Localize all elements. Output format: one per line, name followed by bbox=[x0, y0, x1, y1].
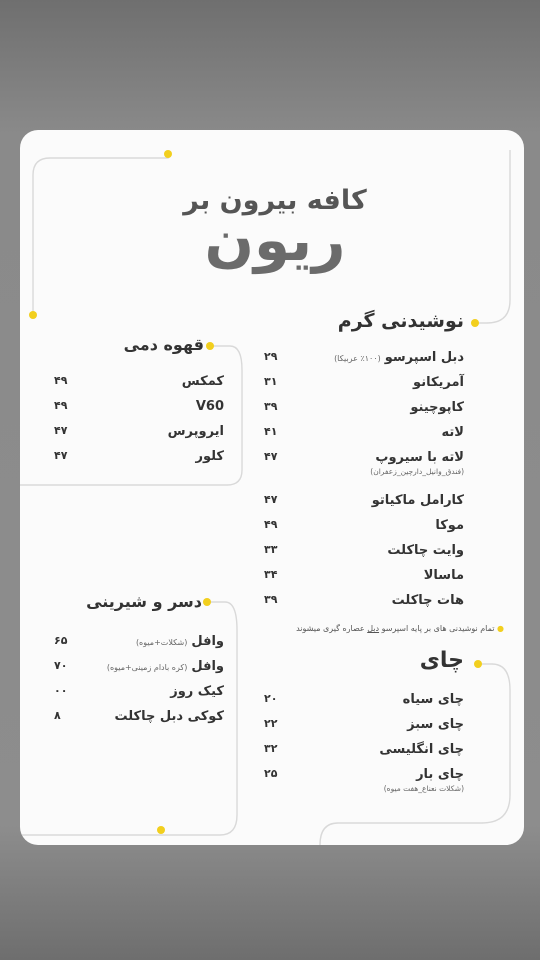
menu-item bbox=[264, 375, 464, 397]
item-price: ۳۹ bbox=[264, 400, 278, 413]
menu-item bbox=[264, 568, 464, 590]
section-heading-tea: چای bbox=[419, 648, 464, 673]
item-name: ایروپرس bbox=[167, 424, 224, 439]
item-name: کیک روز bbox=[170, 684, 224, 699]
bullet-dot: ● bbox=[497, 624, 504, 633]
menu-item bbox=[54, 449, 224, 471]
menu-item bbox=[54, 399, 224, 421]
menu-item bbox=[264, 717, 464, 739]
menu-item bbox=[264, 518, 464, 540]
item-description: (شکلات نعناع_هفت میوه) bbox=[383, 784, 464, 793]
item-name: چای بار bbox=[416, 767, 464, 782]
accent-dot bbox=[164, 150, 172, 158]
item-name: هات چاکلت bbox=[391, 593, 464, 608]
item-price: ۷۰ bbox=[54, 659, 68, 672]
menu-item bbox=[54, 659, 224, 681]
menu-item bbox=[264, 425, 464, 447]
menu-item bbox=[264, 350, 464, 372]
item-name: چای سبز bbox=[407, 717, 464, 732]
item-name: چای سیاه bbox=[402, 692, 464, 707]
menu-item bbox=[264, 692, 464, 714]
menu-item bbox=[264, 767, 464, 801]
menu-item bbox=[264, 493, 464, 515]
item-name: کاپوچینو bbox=[410, 400, 464, 415]
item-price: ۳۴ bbox=[264, 568, 278, 581]
menu-item bbox=[54, 684, 224, 706]
item-name: لاته bbox=[441, 425, 464, 440]
item-price: ۴۷ bbox=[264, 450, 278, 463]
item-name: چای انگلیسی bbox=[379, 742, 464, 757]
item-name: موکا bbox=[435, 518, 464, 533]
item-price: ۳۲ bbox=[264, 742, 278, 755]
item-price: ۸ bbox=[54, 709, 61, 722]
menu-item bbox=[264, 593, 464, 615]
menu-item bbox=[54, 709, 224, 731]
item-price: ۳۱ bbox=[264, 375, 278, 388]
item-price: ۲۰ bbox=[264, 692, 278, 705]
accent-dot bbox=[474, 660, 482, 668]
menu-item bbox=[54, 424, 224, 446]
item-name: کارامل ماکیاتو bbox=[371, 493, 464, 508]
section-heading-hot-drinks: نوشیدنی گرم bbox=[337, 310, 464, 332]
item-price: ۲۹ bbox=[264, 350, 278, 363]
item-name: دبل اسپرسو(۱۰۰٪ عربیکا) bbox=[334, 350, 464, 365]
item-name: کوکی دبل چاکلت bbox=[114, 709, 224, 724]
menu-card bbox=[20, 130, 524, 845]
item-name: کلور bbox=[195, 449, 224, 464]
espresso-footnote: ● تمام نوشیدنی های بر پایه اسپرسو دبل عصاره گیری میشوند bbox=[296, 624, 504, 633]
menu-item bbox=[264, 450, 464, 484]
item-name: وافل(کره بادام زمینی+میوه) bbox=[106, 659, 224, 674]
item-price: ۴۷ bbox=[264, 493, 278, 506]
item-price: ۲۲ bbox=[264, 717, 278, 730]
accent-dot bbox=[203, 598, 211, 606]
item-name: آمریکانو bbox=[413, 375, 464, 390]
item-name: کمکس bbox=[181, 374, 224, 389]
accent-dot bbox=[206, 342, 214, 350]
item-price: ۴۷ bbox=[54, 449, 68, 462]
item-name: وایت چاکلت bbox=[387, 543, 464, 558]
menu-item bbox=[54, 374, 224, 396]
item-price: ۰۰ bbox=[54, 684, 68, 697]
item-description: (فندق_وانیل_دارچین_زعفران) bbox=[370, 467, 464, 476]
item-price: ۴۹ bbox=[54, 374, 68, 387]
item-name: ماسالا bbox=[423, 568, 464, 583]
section-heading-brew-coffee: قهوه دمی bbox=[123, 335, 204, 354]
accent-dot bbox=[29, 311, 37, 319]
menu-item bbox=[264, 543, 464, 565]
item-price: ۴۷ bbox=[54, 424, 68, 437]
item-name: وافل(شکلات+میوه) bbox=[135, 634, 224, 649]
menu-item bbox=[54, 634, 224, 656]
section-heading-desserts: دسر و شیرینی bbox=[86, 592, 202, 611]
accent-dot bbox=[471, 319, 479, 327]
accent-dot bbox=[157, 826, 165, 834]
item-price: ۳۹ bbox=[264, 593, 278, 606]
item-price: ۶۵ bbox=[54, 634, 68, 647]
menu-item bbox=[264, 742, 464, 764]
item-price: ۳۳ bbox=[264, 543, 278, 556]
item-price: ۲۵ bbox=[264, 767, 278, 780]
cafe-subtitle: کافه بیرون بر bbox=[183, 185, 367, 216]
item-price: ۴۹ bbox=[54, 399, 68, 412]
item-name: لاته با سیروپ bbox=[375, 450, 464, 465]
item-name: V60 bbox=[195, 399, 224, 414]
cafe-logo-title: ریون bbox=[204, 206, 346, 274]
menu-item bbox=[264, 400, 464, 422]
item-price: ۴۹ bbox=[264, 518, 278, 531]
item-price: ۴۱ bbox=[264, 425, 278, 438]
